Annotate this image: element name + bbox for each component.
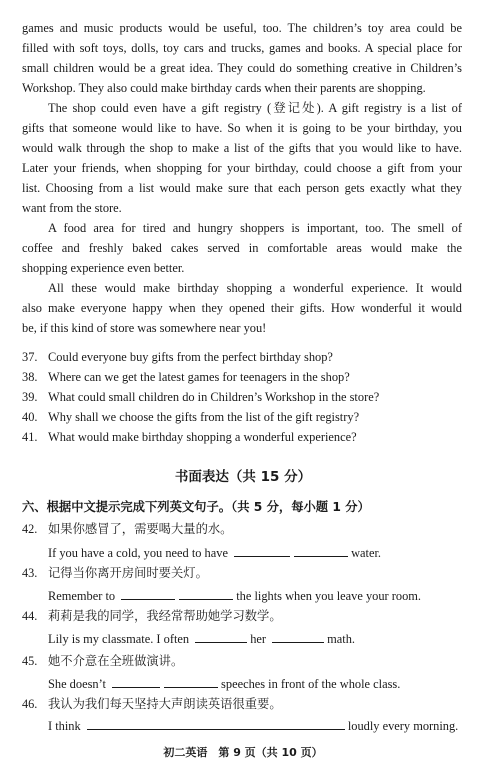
- passage-line: games and music products would be useful, too. The children’s toy area could be: [22, 21, 462, 35]
- answer-blank[interactable]: [294, 544, 348, 557]
- sentence-part: She doesn’t: [48, 677, 106, 691]
- passage-line: would walk through the shop to make a list of the gifts that you would like to have.: [22, 141, 462, 155]
- passage-line: The shop could even have a gift registry (登记处). A gift registry is a list of: [48, 101, 462, 115]
- item-44-english: [48, 630, 355, 647]
- question-40: [22, 407, 462, 427]
- answer-blank[interactable]: [195, 630, 247, 643]
- section-instructions: 六、根据中文提示完成下列英文句子。（共 5 分，每小题 1 分）: [22, 500, 370, 514]
- sentence-part: her: [250, 632, 267, 646]
- item-43-english: [48, 587, 421, 604]
- passage-paragraph-2: [22, 98, 462, 218]
- item-46-english: [48, 717, 458, 734]
- chinese-prompt: 我认为我们每天坚持大声朗读英语很重要。: [48, 697, 282, 711]
- item-number: 42.: [22, 522, 38, 536]
- sentence-part: math.: [327, 632, 356, 646]
- section-title: 书面表达（共 15 分）: [174, 469, 312, 485]
- chinese-prompt: 莉莉是我的同学，我经常帮助她学习数学。: [48, 609, 282, 623]
- question-37: [22, 347, 462, 367]
- sentence-part: water.: [351, 546, 381, 560]
- passage-line: gifts that someone would like to have. So when it is going to be your birthday, you: [22, 121, 462, 135]
- chinese-prompt: 她不介意在全班做演讲。: [48, 654, 184, 668]
- sentence-part: speeches in front of the whole class.: [221, 677, 401, 691]
- answer-blank[interactable]: [87, 717, 345, 730]
- question-number: 39.: [22, 390, 38, 404]
- question-number: 37.: [22, 350, 38, 364]
- question-38: [22, 367, 462, 387]
- passage-line: filled with soft toys, dolls, toy cars and trucks, games and books. A special place for: [22, 41, 462, 55]
- answer-blank[interactable]: [121, 587, 175, 600]
- passage-paragraph-4: [22, 278, 462, 338]
- sentence-part: the lights when you leave your room.: [236, 589, 422, 603]
- passage-line: want from the store.: [22, 201, 122, 215]
- sentence-part: Lily is my classmate. I often: [48, 632, 190, 646]
- passage-line: list. Choosing from a list would make sure that each person gets exactly what they: [22, 181, 462, 195]
- answer-blank[interactable]: [179, 587, 233, 600]
- chinese-prompt: 记得当你离开房间时要关灯。: [48, 566, 208, 580]
- passage-paragraph-1: [22, 18, 462, 98]
- passage-line: also make everyone happy when they opened their gifts. How wonderful it would: [22, 301, 462, 315]
- sentence-part: loudly every morning.: [347, 719, 459, 733]
- page-footer: 初二英语 第 9 页（共 10 页）: [163, 746, 323, 759]
- answer-blank[interactable]: [272, 630, 324, 643]
- passage-line: All these would make birthday shopping a wonderful experience. It would: [48, 281, 462, 295]
- item-45-english: [48, 675, 400, 692]
- question-number: 38.: [22, 370, 38, 384]
- passage-line: coffee and freshly baked cakes served in comfortable areas would make the: [22, 241, 462, 255]
- item-43-chinese: [22, 563, 208, 581]
- passage-line: small children would be a great idea. They could do something creative in Children’s: [22, 61, 462, 75]
- passage-line: Workshop. They also could make birthday cards when their parents are shopping.: [22, 81, 426, 95]
- passage-line: A food area for tired and hungry shoppers is important, too. The smell of: [48, 221, 462, 235]
- question-41: [22, 427, 462, 447]
- answer-blank[interactable]: [112, 675, 160, 688]
- item-number: 45.: [22, 654, 38, 668]
- question-39: [22, 387, 462, 407]
- passage-line: shopping experience even better.: [22, 261, 185, 275]
- sentence-part: Remember to: [48, 589, 116, 603]
- chinese-prompt: 如果你感冒了，需要喝大量的水。: [48, 522, 233, 536]
- item-42-chinese: [22, 519, 232, 537]
- item-46-chinese: [22, 694, 282, 712]
- passage-paragraph-3: [22, 218, 462, 278]
- question-text: Could everyone buy gifts from the perfect birthday shop?: [48, 350, 333, 364]
- item-45-chinese: [22, 651, 183, 669]
- passage-line: be, if this kind of store was somewhere near you!: [22, 321, 267, 335]
- item-44-chinese: [22, 606, 282, 624]
- item-number: 44.: [22, 609, 38, 623]
- sentence-part: If you have a cold, you need to have: [48, 546, 228, 560]
- question-text: What could small children do in Children’s Workshop in the store?: [48, 390, 380, 404]
- question-number: 40.: [22, 410, 38, 424]
- item-number: 46.: [22, 697, 38, 711]
- question-text: What would make birthday shopping a wonderful experience?: [48, 430, 357, 444]
- item-number: 43.: [22, 566, 38, 580]
- answer-blank[interactable]: [234, 544, 290, 557]
- question-number: 41.: [22, 430, 38, 444]
- item-42-english: [48, 544, 381, 561]
- passage-line: Later your friends, when shopping for your birthday, could choose a gift from your: [22, 161, 462, 175]
- answer-blank[interactable]: [164, 675, 218, 688]
- question-text: Where can we get the latest games for teenagers in the shop?: [48, 370, 350, 384]
- question-text: Why shall we choose the gifts from the list of the gift registry?: [48, 410, 360, 424]
- sentence-part: I think: [48, 719, 81, 733]
